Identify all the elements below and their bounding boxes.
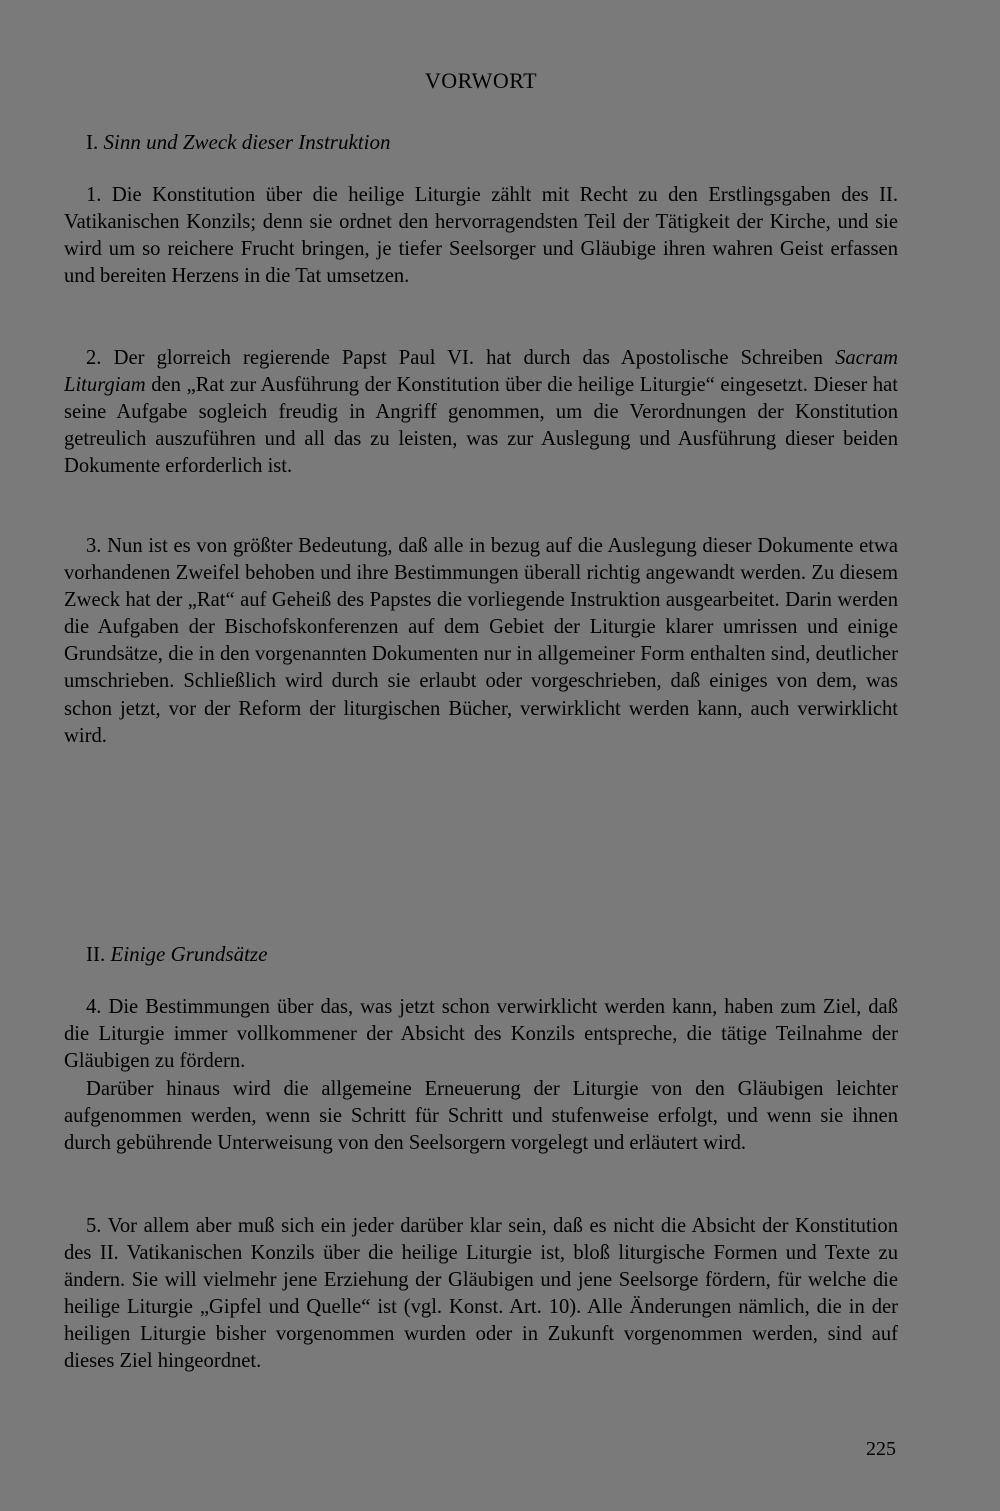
paragraph-4-continued: Darüber hinaus wird die allgemeine Erneuerung der Liturgie von den Gläubigen leichter aufgenommen werden, wenn sie Schritt für Schritt und stufenweise erfolgt, und wenn sie ihnen durch gebührende Unterweisung von den Seelsorgern vorgelegt und erläutert wird. <box>64 1078 898 1155</box>
paragraph-2 <box>64 345 898 480</box>
paragraph-5: 5. Vor allem aber muß sich ein jeder darüber klar sein, daß es nicht die Absicht der Konstitution des II. Vatikanischen Konzils über die heilige Liturgie ist, bloß liturgische Formen und Texte zu ändern. Sie will vielmehr jene Erziehung der Gläubigen und jene Seelsorge fördern, für welche die heilige Liturgie „Gipfel und Quelle“ ist (vgl. Konst. Art. 10). Alle Änderungen nämlich, die in der heiligen Liturgie bisher vorgenommen wurden oder in Zukunft vorgenommen werden, sind auf dieses Ziel hingeordnet. <box>64 1215 898 1373</box>
page-number: 225 <box>866 1438 896 1460</box>
section-title-text-2: Einige Grundsätze <box>110 942 268 966</box>
paragraph-2-italic-title: Sacram Liturgiam <box>64 347 898 397</box>
document-page <box>64 0 898 1511</box>
page-heading: VORWORT <box>424 68 538 93</box>
paragraph-4: 4. Die Bestimmungen über das, was jetzt schon verwirklicht werden kann, haben zum Ziel, daß die Liturgie immer vollkommener der Absicht des Konzils entspreche, die tätige Teilnahme der Gläubigen zu fördern. <box>64 996 898 1073</box>
paragraph-3: 3. Nun ist es von größter Bedeutung, daß alle in bezug auf die Auslegung dieser Dokumente etwa vorhandenen Zweifel behoben und ihre Bestimmungen überall richtig angewandt werden. Zu diesem Zweck hat der „Rat“ auf Geheiß des Papstes die vorliegende Instruktion ausgearbeitet. Darin werden die Aufgaben der Bischofskonferenzen auf dem Gebiet der Liturgie klarer umrissen und einige Grundsätze, die in den vorgenannten Dokumenten nur in allgemeiner Form enthalten sind, deutlicher umschrieben. Schließlich wird durch sie erlaubt oder vorgeschrieben, daß einiges von dem, was schon jetzt, vor der Reform der liturgischen Bücher, verwirklicht werden kann, auch verwirklicht wird. <box>64 535 898 747</box>
section-title-2 <box>86 942 267 967</box>
section-title-text-1: Sinn und Zweck dieser Instruktion <box>103 130 391 154</box>
section-number-2: II. <box>86 942 106 966</box>
paragraph-2-text-start: 2. Der glorreich regierende Papst Paul VI. hat durch das Apostolische Schreiben <box>86 347 836 369</box>
paragraph-1: 1. Die Konstitution über die heilige Liturgie zählt mit Recht zu den Erstlingsgaben des II. Vatikanischen Konzils; denn sie ordnet den hervorragendsten Teil der Tätigkeit der Kirche, und sie wird um so reichere Frucht bringen, je tiefer Seelsorger und Gläubige ihren wahren Geist erfassen und bereiten Herzens in die Tat umsetzen. <box>64 184 898 288</box>
section-number-1: I. <box>86 130 99 154</box>
section-title-1 <box>86 130 390 155</box>
paragraph-2-text-end: den „Rat zur Ausführung der Konstitution über die heilige Liturgie“ eingesetzt. Dieser hat seine Aufgabe sogleich freudig in Angriff genommen, um die Verordnungen der Konstitution getreulich auszuführen und all das zu leisten, was zur Auslegung und Ausführung dieser beiden Dokumente erforderlich ist. <box>64 374 898 478</box>
